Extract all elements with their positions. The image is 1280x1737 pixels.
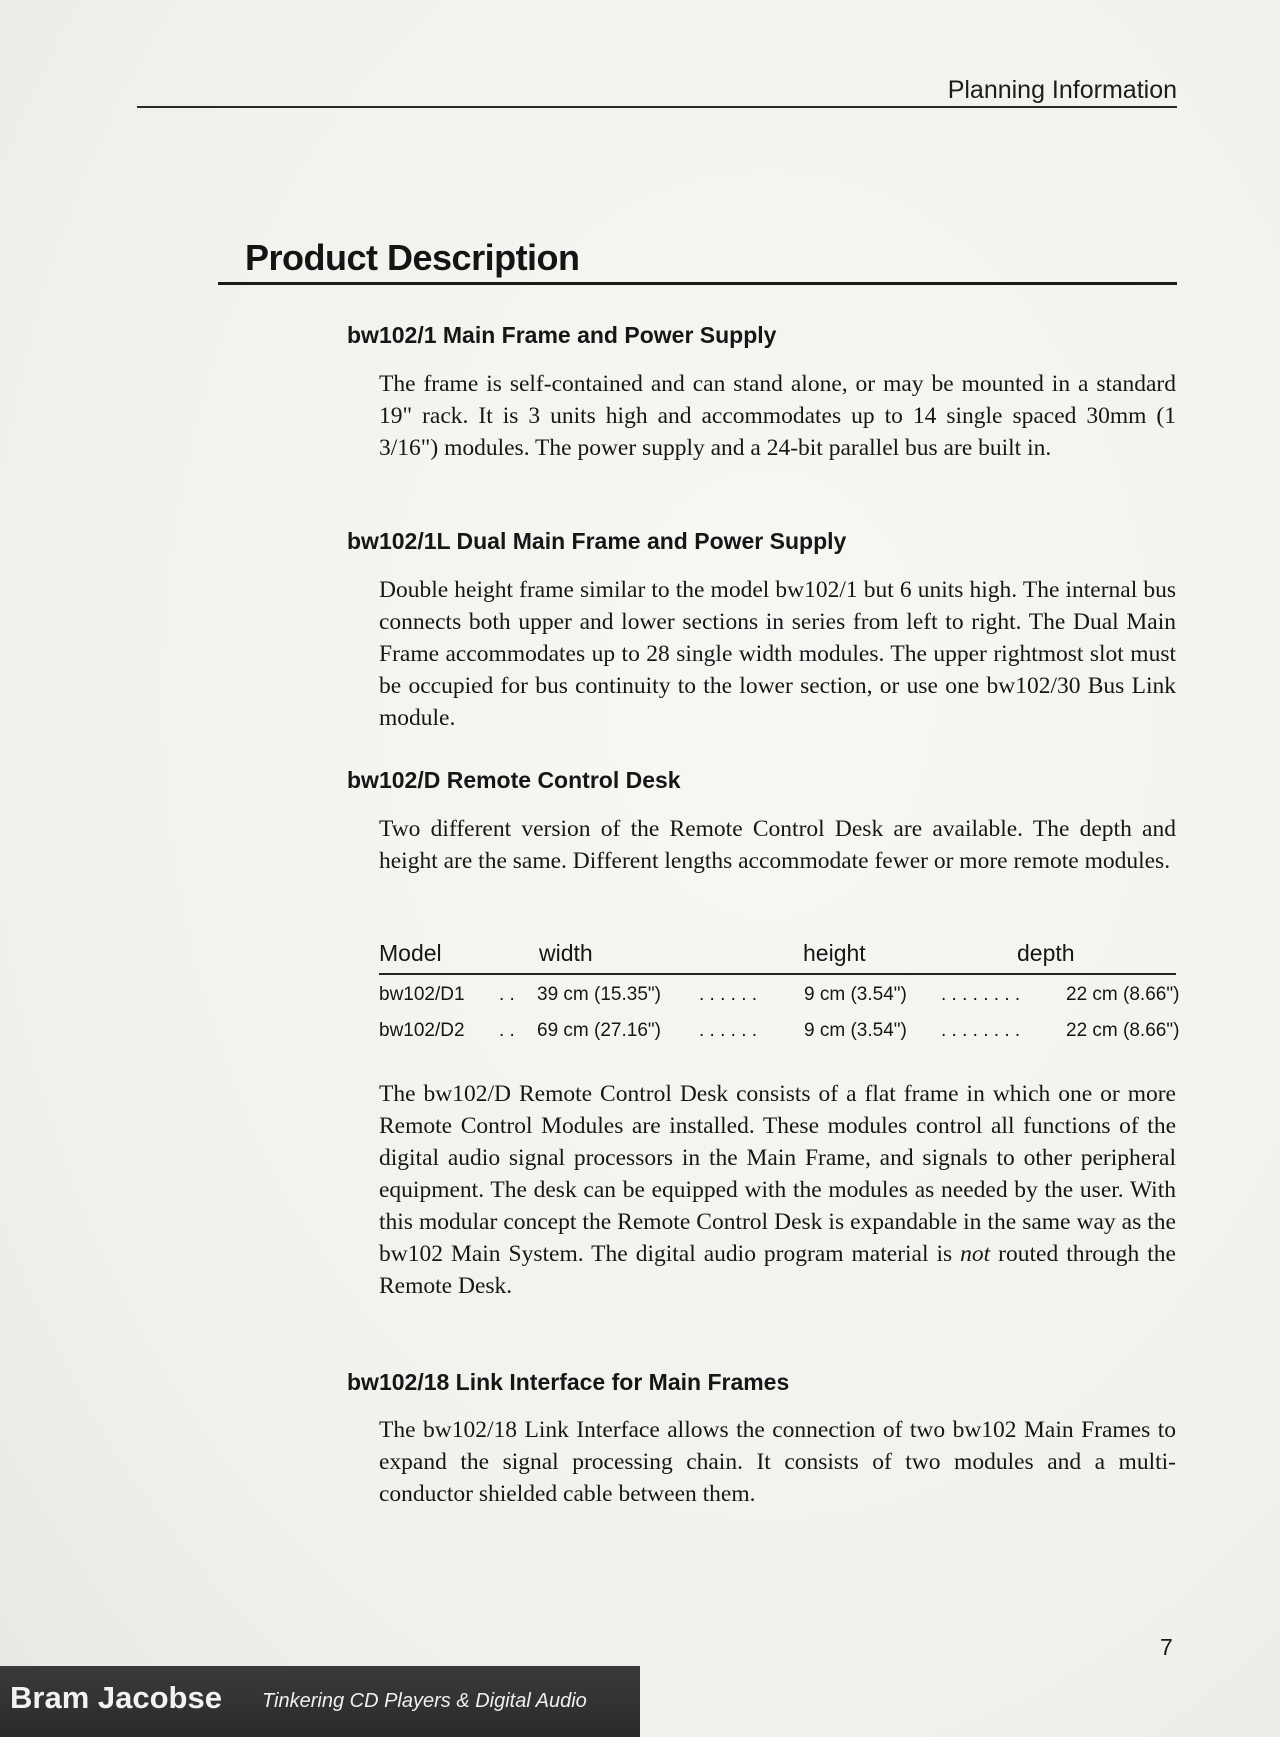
cell-model: bw102/D2 xyxy=(379,1020,465,1041)
page-title: Product Description xyxy=(245,237,580,278)
cell-width: 69 cm (27.16") xyxy=(537,1020,661,1041)
cell-height: 9 cm (3.54") xyxy=(804,1020,907,1041)
remote-desk-text-post: routed through the Remote Desk. xyxy=(379,1241,1176,1299)
watermark-banner xyxy=(0,1666,640,1737)
leader-dots: . . . . . . xyxy=(699,984,758,1005)
section-heading-dual-main-frame: bw102/1L Dual Main Frame and Power Supply xyxy=(347,528,847,554)
leader-dots: . . . . . . . . xyxy=(941,984,1021,1005)
cell-model: bw102/D1 xyxy=(379,984,465,1005)
title-rule xyxy=(218,282,1177,285)
col-model: Model xyxy=(379,940,442,966)
section-body-remote-desk-details xyxy=(379,1078,1176,1302)
table-row xyxy=(379,1020,1199,1048)
leader-dots: . . . . . . xyxy=(699,1020,758,1041)
header-rule xyxy=(137,106,1177,108)
section-body-dual-main-frame: Double height frame similar to the model bw102/1 but 6 units high. The internal bus connects both upper and lower sections in series from left to right. The Dual Main Frame accommodates up to 28 single width modules. The upper rightmost slot must be occupied for bus continuity to the lower section, or use one bw102/30 Bus Link module. xyxy=(379,577,1176,731)
col-width: width xyxy=(539,940,593,966)
desk-dimensions-table xyxy=(379,940,1180,1041)
remote-desk-text-emphasis: not xyxy=(960,1241,991,1267)
leader-dots: . . . . . . . . xyxy=(941,1020,1021,1041)
watermark-subtitle: Tinkering CD Players & Digital Audio xyxy=(262,1690,587,1712)
cell-depth: 22 cm (8.66") xyxy=(1066,1020,1180,1041)
section-heading-link-interface: bw102/18 Link Interface for Main Frames xyxy=(347,1369,790,1395)
section-body-link-interface: The bw102/18 Link Interface allows the connection of two bw102 Main Frames to expand the signal processing chain. It consists of two modules and a multi-conductor shielded cable between them. xyxy=(379,1417,1176,1507)
cell-depth: 22 cm (8.66") xyxy=(1066,984,1180,1005)
leader-dots: . . xyxy=(499,1020,515,1041)
leader-dots: . . xyxy=(499,984,515,1005)
section-body-remote-desk: Two different version of the Remote Control Desk are available. The depth and height are the same. Different lengths accommodate fewer or more remote modules. xyxy=(379,816,1176,874)
section-heading-main-frame: bw102/1 Main Frame and Power Supply xyxy=(347,322,777,348)
cell-height: 9 cm (3.54") xyxy=(804,984,907,1005)
table-header-rule xyxy=(379,973,1176,975)
table-row xyxy=(379,984,1199,1012)
watermark-name: Bram Jacobse xyxy=(10,1680,222,1715)
cell-width: 39 cm (15.35") xyxy=(537,984,661,1005)
col-height: height xyxy=(803,940,866,966)
page-number: 7 xyxy=(1160,1634,1173,1660)
section-heading-remote-desk: bw102/D Remote Control Desk xyxy=(347,767,681,793)
remote-desk-text-pre: The bw102/D Remote Control Desk consists of a flat frame in which one or more Remote Control Modules are installed. These modules control all functions of the digital audio signal processors in the Main Frame, and signals to other peripheral equipment. The desk can be equipped with the modules as needed by the user. With this modular concept the Remote Control Desk is expandable in the same way as the bw102 Main System. The digital audio program material is xyxy=(379,1081,1176,1267)
table-header xyxy=(379,940,1176,972)
running-header: Planning Information xyxy=(947,76,1177,104)
col-depth: depth xyxy=(1017,940,1075,966)
section-body-main-frame: The frame is self-contained and can stand alone, or may be mounted in a standard 19" rack. It is 3 units high and accommodates up to 14 single spaced 30mm (1 3/16") modules. The power supply and a 24-bit parallel bus are built in. xyxy=(379,371,1176,461)
